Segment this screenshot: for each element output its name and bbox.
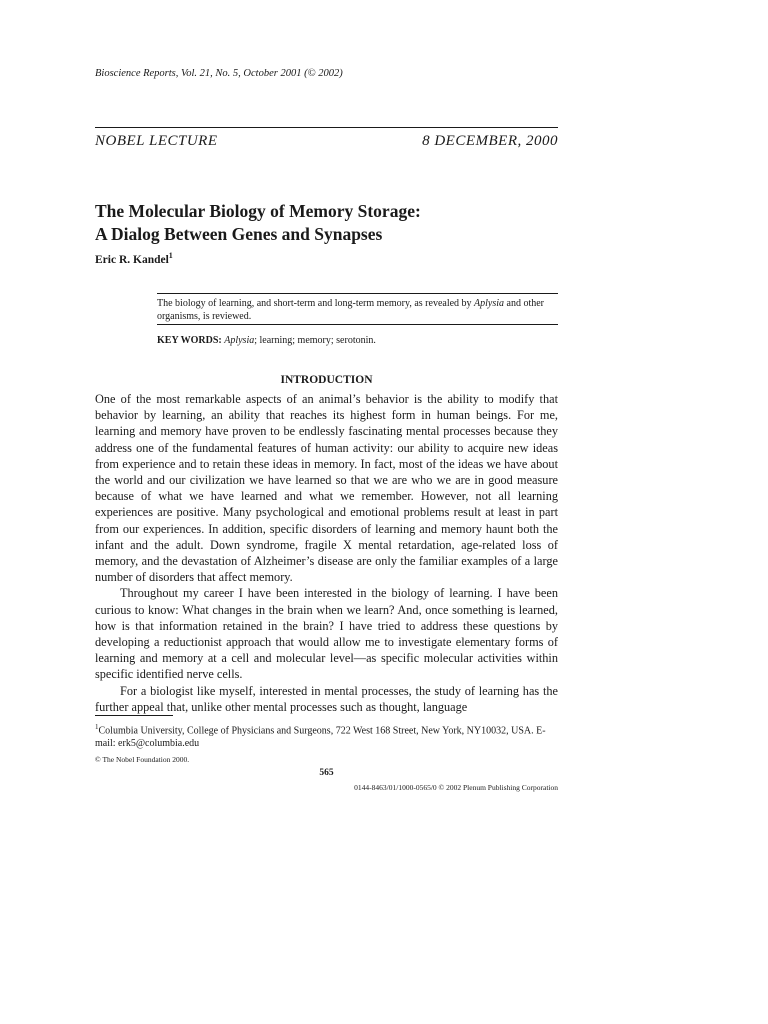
abstract-text-after: and other organisms, is reviewed. [157,298,545,322]
abstract-text-before: The biology of learning, and short-term and long-term memory, as revealed by [157,298,475,309]
article-title-line-2: A Dialog Between Genes and Synapses [95,224,383,244]
keywords-label: KEY WORDS: [157,335,222,346]
publisher-line: 0144-8463/01/1000-0565/0 © 2002 Plenum Publishing Corporation [354,783,558,792]
abstract [157,298,558,323]
keywords-italic-term: Aplysia [224,335,255,346]
footnote-rule [95,715,173,716]
footnote-text: Columbia University, College of Physicians and Surgeons, 722 West 168 Street, New York, NY10032, USA. E-mail: erk5@columbia.edu [95,725,546,750]
lecture-label: NOBEL LECTURE [95,133,218,149]
keywords-rest: ; learning; memory; serotonin. [254,335,376,346]
footnote-mark: 1 [95,723,99,731]
paragraph: Throughout my career I have been interested in the biology of learning. I have been curious to know: What changes in the brain when we learn? And, once something is learned, how is that information retained in the brain? I have tried to address these questions by developing a reductionist approach that would allow me to investigate elementary forms of learning and memory at a cell and molecular level—as specific molecular activities within specific identified nerve cells. [95,586,558,682]
abstract-italic-term: Aplysia [474,298,505,309]
article-title [95,200,421,246]
author-footnote-mark: 1 [168,251,173,260]
abstract-bottom-rule [157,324,558,325]
abstract-top-rule [157,293,558,294]
paragraph: For a biologist like myself, interested in mental processes, the study of learning has the further appeal that, unlike other mental processes such as thought, language [95,683,558,714]
copyright-notice: © The Nobel Foundation 2000. [95,755,190,764]
paragraph: One of the most remarkable aspects of an animal’s behavior is the ability to modify that behavior by learning, an ability that reaches its highest form in human beings. For me, learning and memory have proven to be endlessly fascinating mental processes because they address one of the fundamental features of human activity: our ability to acquire new ideas from experience and to retain these ideas in memory. In fact, most of the ideas we have about the world and our civilization we have learned so that we are who we are in good measure because of what we have learned and what we remember. However, not all learning experiences are positive. Many psychological and emotional problems result at least in part from our experiences. In addition, specific disorders of learning and memory haunt both the infant and the adult. Down syndrome, fragile X mental retardation, age-related loss of memory, and the devastation of Alzheimer’s disease are only the familiar examples of a large number of disorders that affect memory. [95,392,558,585]
author-name [95,251,173,266]
author-name-text: Eric R. Kandel [95,253,169,266]
journal-citation: Bioscience Reports, Vol. 21, No. 5, October 2001 (© 2002) [95,68,343,79]
lecture-header-rule [95,127,558,128]
section-heading: INTRODUCTION [280,374,373,386]
keywords [157,335,376,346]
body-text [95,391,558,715]
lecture-date: 8 DECEMBER, 2000 [422,133,558,149]
article-title-line-1: The Molecular Biology of Memory Storage: [95,201,421,221]
page-number: 565 [319,768,334,778]
footnote [95,721,558,750]
